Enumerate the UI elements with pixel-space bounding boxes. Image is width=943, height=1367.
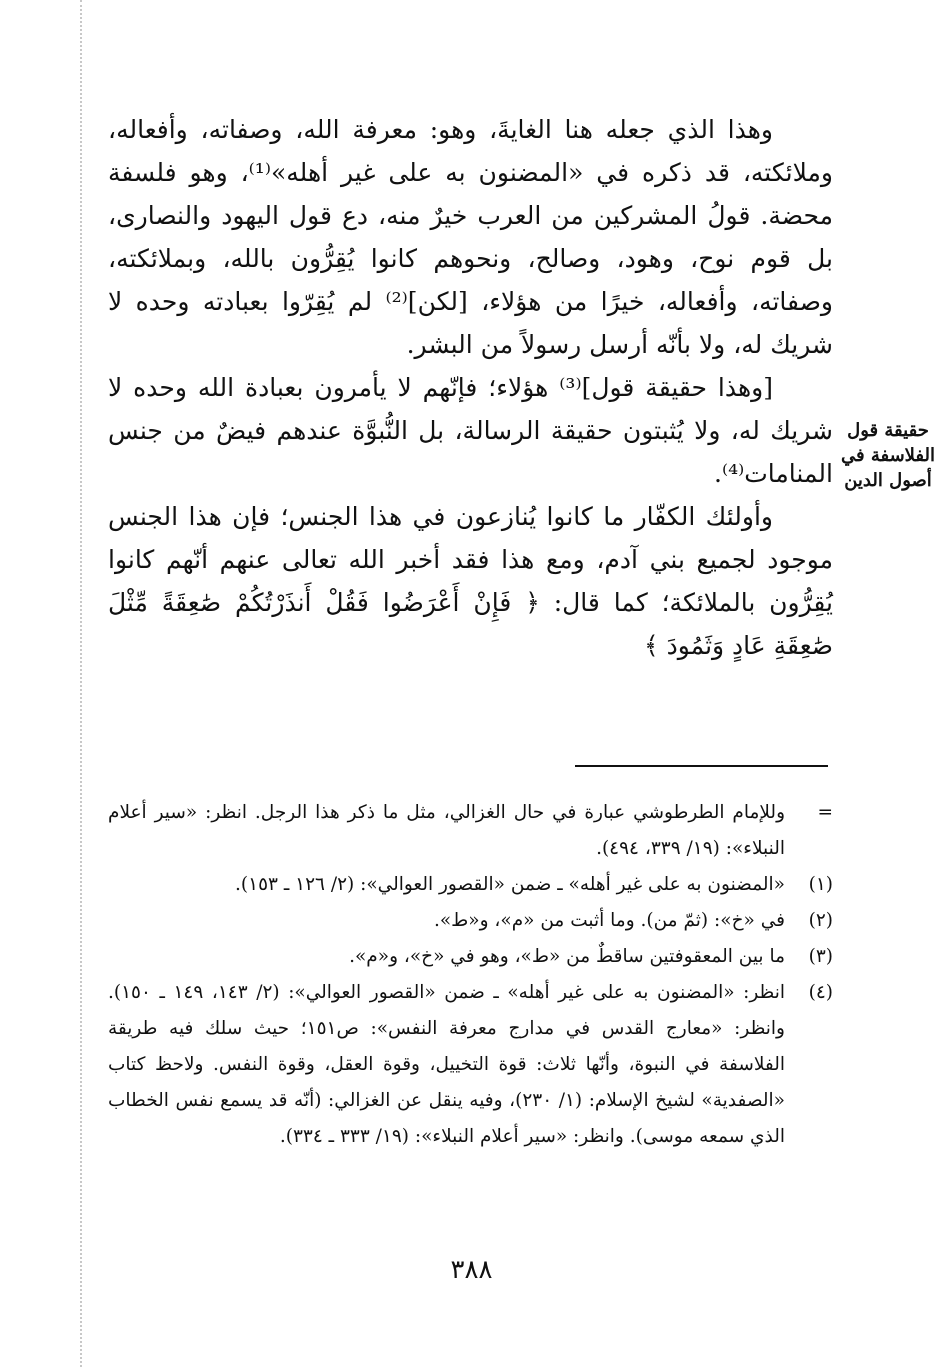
margin-heading: حقيقة قول الفلاسفة في أصول الدين — [840, 420, 936, 491]
footnote-text: في «خ»: (ثمّ من). وما أثبت من «م»، و«ط». — [433, 910, 785, 931]
footnote-text: «المضنون به على غير أهله» ـ ضمن «القصور العوالي»: (٢/ ١٢٦ ـ ١٥٣). — [235, 874, 785, 895]
footnote-continued — [108, 795, 833, 867]
scan-edge-dotted-line — [80, 0, 82, 1367]
footnote-3 — [108, 939, 833, 975]
footnote-number: (١) — [808, 874, 833, 895]
footnote-number: (٤) — [808, 982, 833, 1003]
footnote-text: ما بين المعقوفتين ساقطٌ من «ط»، وهو في «خ»، و«م». — [349, 946, 785, 967]
main-text — [108, 108, 833, 667]
footnote-2 — [108, 903, 833, 939]
paragraph-1: وهذا الذي جعله هنا الغايةَ، وهو: معرفة الله، وصفاته، وأفعاله، وملائكته، قد ذكره في «المضنون به على غير أهله»⁽¹⁾، وهو فلسفة محضة. قولُ المشركين من العرب خيرٌ منه، دع قول اليهود والنصارى، بل قوم نوح، وهود، وصالح، ونحوهم كانوا يُقِرُّون بالله، وبملائكته، وصفاته، وأفعاله، خيرًا من هؤلاء، [لكن]⁽²⁾ لم يُقِرّوا بعبادته وحده لا شريك له، ولا بأنّه أرسل رسولاً من البشر. — [108, 115, 833, 359]
footnote-number: (٢) — [808, 910, 833, 931]
paragraph-2: [وهذا حقيقة قول]⁽³⁾ هؤلاء؛ فإنّهم لا يأمرون بعبادة الله وحده لا شريك له، ولا يُثبتون حقيقة الرسالة، بل النُّبوَّة عندهم فيضٌ من جنس المنامات⁽⁴⁾. — [108, 373, 833, 488]
footnote-number: (٣) — [808, 946, 833, 967]
footnote-4 — [108, 975, 833, 1155]
page-number: ٣٨٨ — [450, 1255, 493, 1285]
footnote-separator — [575, 765, 828, 767]
footnote-marker: = — [817, 802, 833, 823]
footnote-text: انظر: «المضنون به على غير أهله» ـ ضمن «القصور العوالي»: (٢/ ١٤٣، ١٤٩ ـ ١٥٠). وانظر: «معارج القدس في مدارج معرفة النفس»: ص١٥١؛ حيث سلك فيه طريقة الفلاسفة في النبوة، وأنّها ثلاث: قوة التخييل، وقوة العقل، وقوة النفس. ولاحظ كتاب «الصفدية» لشيخ الإسلام: (١/ ٢٣٠)، وفيه ينقل عن الغزالي: (أنّه قد يسمع نفس الخطاب الذي سمعه موسى). وانظر: «سير أعلام النبلاء»: (١٩/ ٣٣٣ ـ ٣٣٤). — [108, 982, 786, 1147]
footnote-text: وللإمام الطرطوشي عبارة في حال الغزالي، مثل ما ذكر هذا الرجل. انظر: «سير أعلام النبلاء»: (١٩/ ٣٣٩، ٤٩٤). — [108, 802, 785, 859]
paragraph-3: وأولئك الكفّار ما كانوا يُنازعون في هذا الجنس؛ فإن هذا الجنس موجود لجميع بني آدم، ومع هذا فقد أخبر الله تعالى عنهم أنّهم كانوا يُقِرُّون بالملائكة؛ كما قال: ﴿ فَإِنْ أَعْرَضُوا فَقُلْ أَنذَرْتُكُمْ صَٰعِقَةً مِّثْلَ صَٰعِقَةِ عَادٍ وَثَمُودَ ﴾ — [108, 502, 833, 660]
footnotes — [108, 795, 833, 1155]
footnote-1 — [108, 867, 833, 903]
